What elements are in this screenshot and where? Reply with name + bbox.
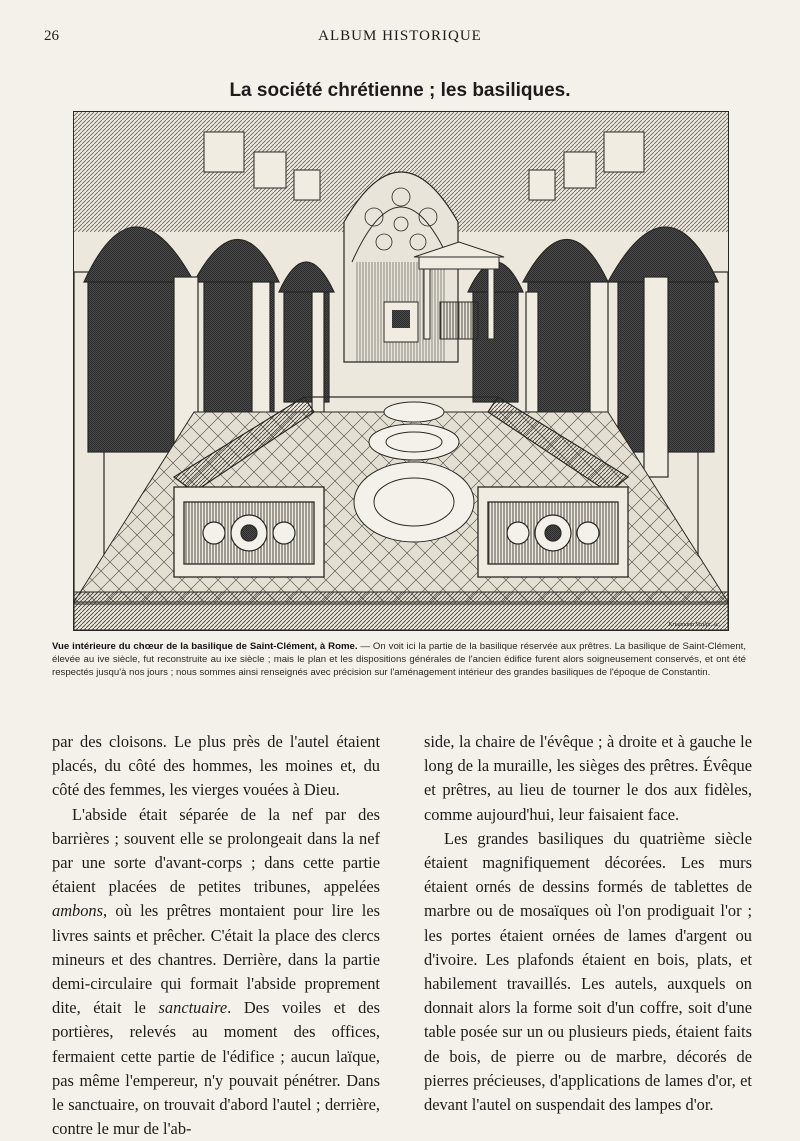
basilica-illustration — [73, 111, 729, 631]
caption-title: Vue intérieure du chœur de la basilique de Saint-Clément, à Rome. — [52, 641, 358, 652]
caption-text: — On voit ici la partie de la basilique réservée aux prêtres. La basilique de Saint-Clément, élevée au ive siècle, fut reconstruite au ixe siècle ; mais le plan et les dispositions générales de l'ancien édifice furent alors soigneusement conservés, et ont été respectés jusqu'à nos jours ; nous sommes ainsi renseignés avec précision sur l'aménagement intérieur des grandes basiliques de l'époque de Constantin. — [52, 641, 747, 678]
paragraph: L'abside était séparée de la nef par des barrières ; souvent elle se prolongeait dans la nef par une sorte d'avant-corps ; dans cette partie étaient placées de petites tribunes, appelées ambons, où les prêtres montaient pour lire les livres saints et prêcher. C'était la place des clercs mineurs et des chantres. Derrière, dans la partie demi-circulaire qui formait l'abside proprement dite, était le sanctuaire. Des voiles et des portières, relevés au moment des offices, fermaient cette partie de l'édifice ; aucun laïque, pas même l'empereur, n'y pouvait pénétrer. Dans le sanctuaire, on trouvait d'abord l'autel ; derrière, contre le mur de l'ab- — [52, 804, 380, 1139]
page-number: 26 — [44, 28, 59, 44]
basilica-choir-engraving-icon — [74, 112, 728, 630]
text-column-left — [52, 730, 380, 1141]
term-ambons: ambons — [52, 901, 103, 921]
paragraph: par des cloisons. Le plus près de l'autel étaient placés, du côté des hommes, les moines et, du côté des femmes, les vierges vouées à Dieu. — [52, 732, 380, 800]
term-sanctuaire: sanctuaire — [158, 998, 228, 1018]
engraver-signature: Krugmann Sculpt. sc. — [668, 622, 720, 628]
paragraph: Les grandes basiliques du quatrième siècle étaient magnifiquement décorées. Les murs étaient ornés de dessins formés de tablettes de marbre ou de mosaïques où l'on prodiguait l'or ; les portes étaient ornées de lames d'argent ou d'ivoire. Les plafonds étaient en bois, plats, et habilement travaillés. Les autels, auxquels on donnait alors la forme soit d'un coffre, soit d'une table posée sur un ou plusieurs pieds, étaient faits de bois, de pierre ou de marbre, décorés de pierres précieuses, d'applications de lames d'or, et devant l'autel on suspendait des lampes d'or. — [424, 828, 752, 1115]
running-head — [44, 28, 756, 48]
paragraph: side, la chaire de l'évêque ; à droite et à gauche le long de la muraille, les sièges des prêtres. Évêque et prêtres, au lieu de tourner le dos aux fidèles, comme aujourd'hui, leur faisaient face. — [424, 732, 752, 824]
section-title: La société chrétienne ; les basiliques. — [229, 80, 571, 101]
figure-caption — [52, 640, 746, 679]
running-title: ALBUM HISTORIQUE — [318, 28, 482, 44]
text-column-right — [424, 730, 752, 1117]
